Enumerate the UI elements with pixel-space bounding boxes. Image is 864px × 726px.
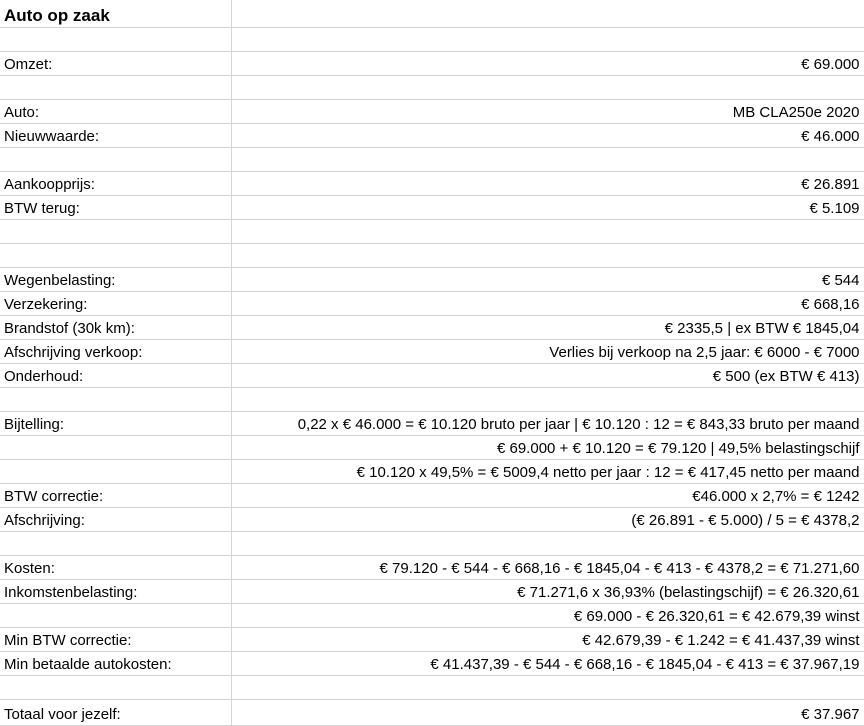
value-cell[interactable]: €46.000 x 2,7% = € 1242 xyxy=(231,483,864,507)
label-cell[interactable]: Onderhoud: xyxy=(0,363,231,387)
sheet-row xyxy=(0,291,864,315)
sheet-row xyxy=(0,339,864,363)
label-cell[interactable]: Aankoopprijs: xyxy=(0,171,231,195)
sheet-row xyxy=(0,99,864,123)
sheet-row xyxy=(0,507,864,531)
label-cell[interactable] xyxy=(0,675,231,699)
sheet-row xyxy=(0,363,864,387)
label-cell[interactable]: Wegenbelasting: xyxy=(0,267,231,291)
label-cell[interactable]: BTW correctie: xyxy=(0,483,231,507)
value-cell[interactable] xyxy=(231,147,864,171)
label-cell[interactable]: Brandstof (30k km): xyxy=(0,315,231,339)
sheet-row xyxy=(0,219,864,243)
label-cell[interactable]: Nieuwwaarde: xyxy=(0,123,231,147)
label-cell[interactable] xyxy=(0,219,231,243)
label-cell[interactable] xyxy=(0,387,231,411)
sheet-row xyxy=(0,123,864,147)
sheet-row xyxy=(0,699,864,725)
label-cell[interactable]: BTW terug: xyxy=(0,195,231,219)
sheet-row xyxy=(0,195,864,219)
value-cell[interactable]: MB CLA250e 2020 xyxy=(231,99,864,123)
sheet-title-cell[interactable]: Auto op zaak xyxy=(0,0,231,27)
value-cell[interactable]: € 69.000 xyxy=(231,51,864,75)
value-cell[interactable]: (€ 26.891 - € 5.000) / 5 = € 4378,2 xyxy=(231,507,864,531)
label-cell[interactable] xyxy=(0,147,231,171)
value-cell[interactable]: € 69.000 + € 10.120 = € 79.120 | 49,5% belastingschijf xyxy=(231,435,864,459)
label-cell[interactable]: Verzekering: xyxy=(0,291,231,315)
sheet-row xyxy=(0,267,864,291)
value-cell[interactable]: € 26.891 xyxy=(231,171,864,195)
value-cell[interactable] xyxy=(231,243,864,267)
value-cell[interactable]: € 79.120 - € 544 - € 668,16 - € 1845,04 - € 413 - € 4378,2 = € 71.271,60 xyxy=(231,555,864,579)
sheet-row xyxy=(0,675,864,699)
sheet-row xyxy=(0,411,864,435)
value-cell[interactable] xyxy=(231,75,864,99)
sheet-row xyxy=(0,435,864,459)
sheet-row xyxy=(0,603,864,627)
value-cell[interactable]: € 71.271,6 x 36,93% (belastingschijf) = € 26.320,61 xyxy=(231,579,864,603)
label-cell[interactable]: Afschrijving: xyxy=(0,507,231,531)
value-cell[interactable]: € 42.679,39 - € 1.242 = € 41.437,39 winst xyxy=(231,627,864,651)
label-cell[interactable]: Afschrijving verkoop: xyxy=(0,339,231,363)
value-cell[interactable]: € 5.109 xyxy=(231,195,864,219)
value-cell[interactable] xyxy=(231,27,864,51)
label-cell[interactable] xyxy=(0,27,231,51)
value-cell[interactable]: € 2335,5 | ex BTW € 1845,04 xyxy=(231,315,864,339)
sheet-row xyxy=(0,147,864,171)
value-cell[interactable] xyxy=(231,531,864,555)
value-cell[interactable] xyxy=(231,219,864,243)
sheet-row xyxy=(0,651,864,675)
label-cell[interactable]: Bijtelling: xyxy=(0,411,231,435)
value-cell[interactable]: € 544 xyxy=(231,267,864,291)
title-row xyxy=(0,0,864,27)
value-cell[interactable]: € 668,16 xyxy=(231,291,864,315)
label-cell[interactable] xyxy=(0,243,231,267)
sheet-row xyxy=(0,171,864,195)
label-cell[interactable]: Min BTW correctie: xyxy=(0,627,231,651)
label-cell[interactable]: Omzet: xyxy=(0,51,231,75)
value-cell[interactable] xyxy=(231,675,864,699)
value-cell[interactable]: € 46.000 xyxy=(231,123,864,147)
value-cell[interactable]: € 500 (ex BTW € 413) xyxy=(231,363,864,387)
value-cell[interactable]: € 37.967 xyxy=(231,699,864,725)
label-cell[interactable] xyxy=(0,75,231,99)
value-cell[interactable]: € 69.000 - € 26.320,61 = € 42.679,39 winst xyxy=(231,603,864,627)
value-cell[interactable]: € 41.437,39 - € 544 - € 668,16 - € 1845,04 - € 413 = € 37.967,19 xyxy=(231,651,864,675)
sheet-row xyxy=(0,387,864,411)
label-cell[interactable]: Min betaalde autokosten: xyxy=(0,651,231,675)
sheet-row xyxy=(0,579,864,603)
sheet-row xyxy=(0,75,864,99)
label-cell[interactable] xyxy=(0,459,231,483)
value-cell[interactable]: Verlies bij verkoop na 2,5 jaar: € 6000 - € 7000 xyxy=(231,339,864,363)
sheet-row xyxy=(0,483,864,507)
label-cell[interactable]: Totaal voor jezelf: xyxy=(0,699,231,725)
value-cell[interactable]: 0,22 x € 46.000 = € 10.120 bruto per jaar | € 10.120 : 12 = € 843,33 bruto per maand xyxy=(231,411,864,435)
sheet-row xyxy=(0,459,864,483)
label-cell[interactable] xyxy=(0,603,231,627)
label-cell[interactable] xyxy=(0,531,231,555)
sheet-row xyxy=(0,243,864,267)
label-cell[interactable] xyxy=(0,435,231,459)
empty-cell[interactable] xyxy=(231,0,864,27)
label-cell[interactable]: Inkomstenbelasting: xyxy=(0,579,231,603)
sheet-row xyxy=(0,555,864,579)
label-cell[interactable]: Kosten: xyxy=(0,555,231,579)
sheet-row xyxy=(0,27,864,51)
value-cell[interactable]: € 10.120 x 49,5% = € 5009,4 netto per jaar : 12 = € 417,45 netto per maand xyxy=(231,459,864,483)
value-cell[interactable] xyxy=(231,387,864,411)
sheet-row xyxy=(0,315,864,339)
sheet-row xyxy=(0,51,864,75)
sheet-row xyxy=(0,627,864,651)
label-cell[interactable]: Auto: xyxy=(0,99,231,123)
sheet-row xyxy=(0,531,864,555)
